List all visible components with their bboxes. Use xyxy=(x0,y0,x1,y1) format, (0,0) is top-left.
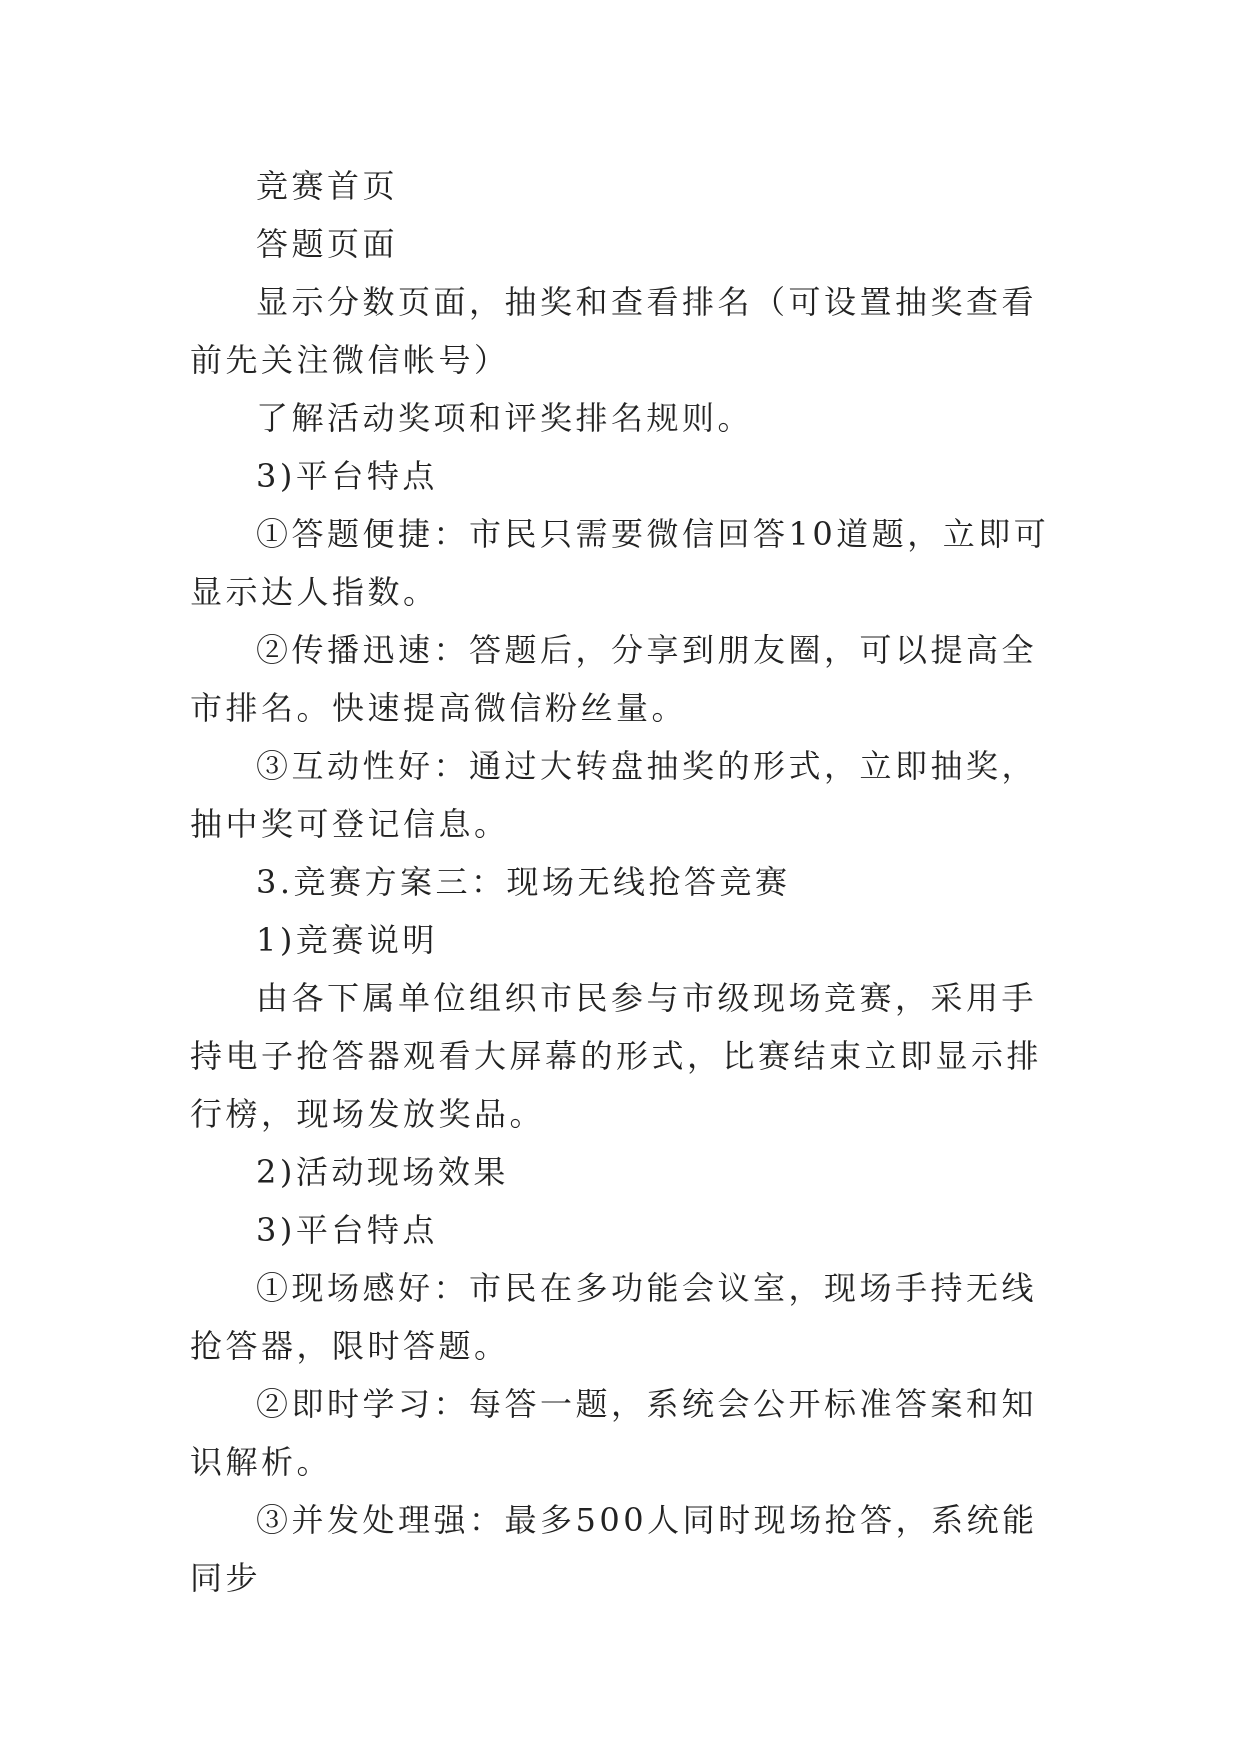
heading-plan-three: 3.竞赛方案三：现场无线抢答竞赛 xyxy=(256,863,791,901)
paragraph-feature-interactive: ③互动性好：通过大转盘抽奖的形式，立即抽奖，抽中奖可登记信息。 xyxy=(190,747,1038,843)
paragraph-feature-instant-learning: ②即时学习：每答一题，系统会公开标准答案和知识解析。 xyxy=(190,1385,1038,1481)
paragraph-feature-onsite: ①现场感好：市民在多功能会议室，现场手持无线抢答器，限时答题。 xyxy=(190,1269,1038,1365)
paragraph-feature-convenient: ①答题便捷：市民只需要微信回答10道题，立即可显示达人指数。 xyxy=(190,515,1050,611)
paragraph-award-rules: 了解活动奖项和评奖排名规则。 xyxy=(256,399,754,437)
heading-platform-features-2: 3)平台特点 xyxy=(256,1211,438,1249)
paragraph-contest-homepage: 竞赛首页 xyxy=(256,167,399,205)
heading-contest-description: 1)竞赛说明 xyxy=(256,921,438,959)
paragraph-feature-fast-spread: ②传播迅速：答题后，分享到朋友圈，可以提高全市排名。快速提高微信粉丝量。 xyxy=(190,631,1038,727)
paragraph-score-page: 显示分数页面，抽奖和查看排名（可设置抽奖查看前先关注微信帐号） xyxy=(190,283,1038,379)
heading-onsite-effect: 2)活动现场效果 xyxy=(256,1153,509,1191)
heading-platform-features-1: 3)平台特点 xyxy=(256,457,438,495)
paragraph-answer-page: 答题页面 xyxy=(256,225,399,263)
paragraph-contest-description: 由各下属单位组织市民参与市级现场竞赛，采用手持电子抢答器观看大屏幕的形式，比赛结束立即显示排行榜，现场发放奖品。 xyxy=(190,979,1043,1133)
paragraph-feature-concurrency: ③并发处理强：最多500人同时现场抢答，系统能同步 xyxy=(190,1501,1038,1597)
